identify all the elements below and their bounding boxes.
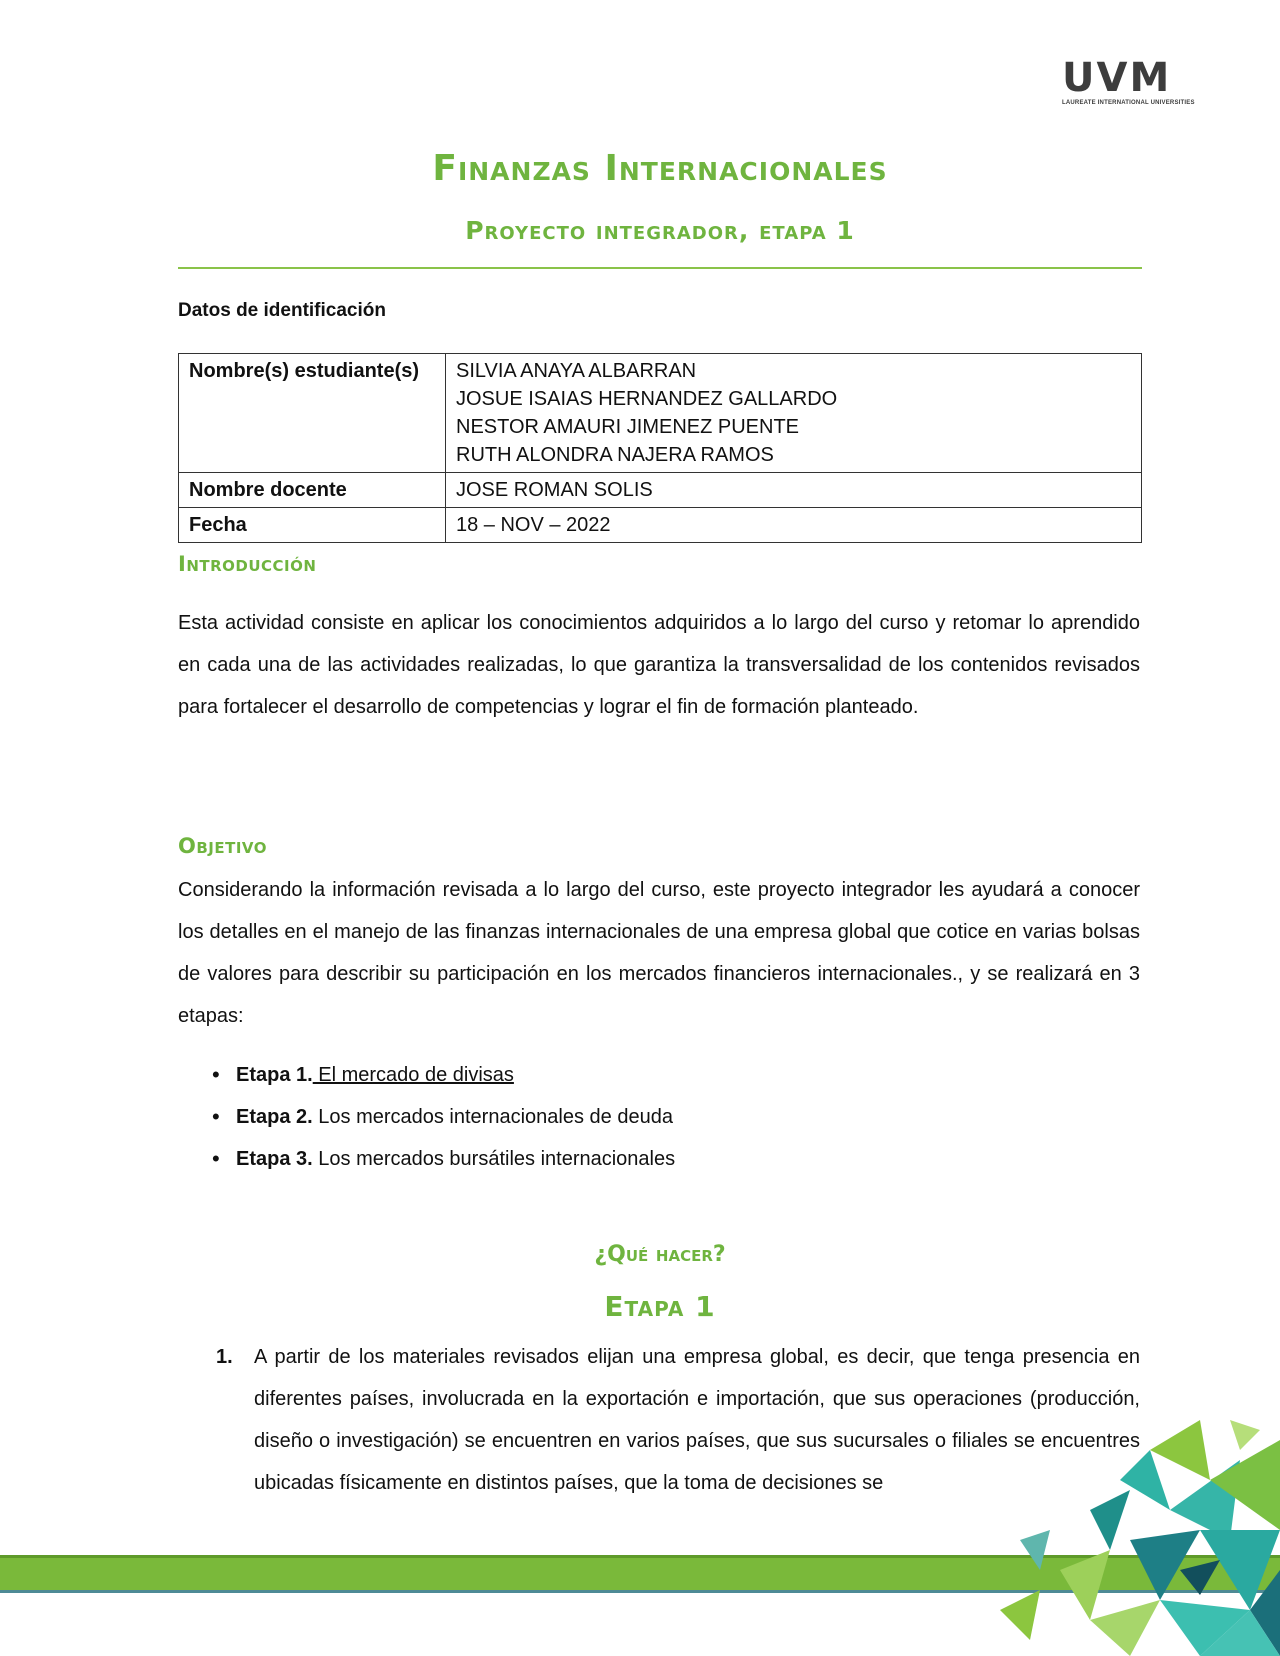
identification-label: Datos de identificación bbox=[178, 300, 386, 321]
student-name: SILVIA ANAYA ALBARRAN bbox=[456, 360, 697, 382]
table-key: Nombre(s) estudiante(s) bbox=[179, 354, 446, 473]
identification-table bbox=[178, 353, 1142, 543]
introduction-text: Esta actividad consiste en aplicar los conocimientos adquiridos a lo largo del curso y retomar lo aprendido en cada una de las actividades realizadas, lo que garantiza la transversalidad de los contenidos revisados para fortalecer el desarrollo de competencias y lograr el fin de formación planteado. bbox=[178, 612, 1140, 718]
step-item bbox=[178, 1336, 1140, 1504]
table-row bbox=[179, 473, 1142, 508]
student-name: JOSUE ISAIAS HERNANDEZ GALLARDO bbox=[456, 388, 838, 410]
stage-label: Etapa 3. bbox=[236, 1148, 313, 1170]
stage-text: Los mercados bursátiles internacionales bbox=[312, 1148, 676, 1170]
title-divider bbox=[178, 267, 1142, 269]
step-text: A partir de los materiales revisados elijan una empresa global, es decir, que tenga presencia en diferentes países, involucrada en la exportación e importación, que sus operaciones (producción, diseño o investigación) se encuentren en varios países, que sus sucursales o filiales se encuentres ubicadas físicamente en distintos países, que la toma de decisiones se bbox=[254, 1346, 1140, 1494]
stage-link[interactable]: El mercado de divisas bbox=[312, 1064, 514, 1086]
objective-text: Considerando la información revisada a lo largo del curso, este proyecto integrador les ayudará a conocer los detalles en el manejo de las finanzas internacionales de una empresa global que cotice en varias bolsas de valores para describir su participación en los mercados financieros internacionales., y se realizará en 3 etapas: bbox=[178, 879, 1140, 1027]
uvm-logo bbox=[1062, 55, 1198, 106]
table-value bbox=[446, 354, 1142, 473]
objective-heading: Objetivo bbox=[178, 834, 268, 858]
stage-label: Etapa 2. bbox=[236, 1106, 313, 1128]
student-name: RUTH ALONDRA NAJERA RAMOS bbox=[456, 444, 774, 466]
list-item bbox=[210, 1054, 675, 1096]
list-item bbox=[210, 1138, 675, 1180]
table-key: Fecha bbox=[179, 508, 446, 543]
geometric-decoration-icon bbox=[1000, 1420, 1280, 1656]
stage-heading: Etapa 1 bbox=[604, 1290, 716, 1323]
what-to-do-heading: ¿Qué hacer? bbox=[594, 1242, 726, 1267]
table-row bbox=[179, 508, 1142, 543]
table-value: 18 – NOV – 2022 bbox=[446, 508, 1142, 543]
logo-text: UVM bbox=[1062, 55, 1172, 101]
introduction-heading: Introducción bbox=[178, 552, 317, 576]
logo-subtext: LAUREATE INTERNATIONAL UNIVERSITIES bbox=[1062, 100, 1195, 106]
stage-label: Etapa 1. bbox=[236, 1064, 313, 1086]
stages-list bbox=[210, 1054, 675, 1180]
table-key: Nombre docente bbox=[179, 473, 446, 508]
table-value: JOSE ROMAN SOLIS bbox=[446, 473, 1142, 508]
step-number: 1. bbox=[216, 1346, 233, 1368]
list-item bbox=[210, 1096, 675, 1138]
table-row bbox=[179, 354, 1142, 473]
document-subtitle: Proyecto integrador, etapa 1 bbox=[465, 216, 855, 245]
stage-text: Los mercados internacionales de deuda bbox=[312, 1106, 673, 1128]
document-title: Finanzas Internacionales bbox=[432, 148, 888, 189]
student-name: NESTOR AMAURI JIMENEZ PUENTE bbox=[456, 416, 800, 438]
